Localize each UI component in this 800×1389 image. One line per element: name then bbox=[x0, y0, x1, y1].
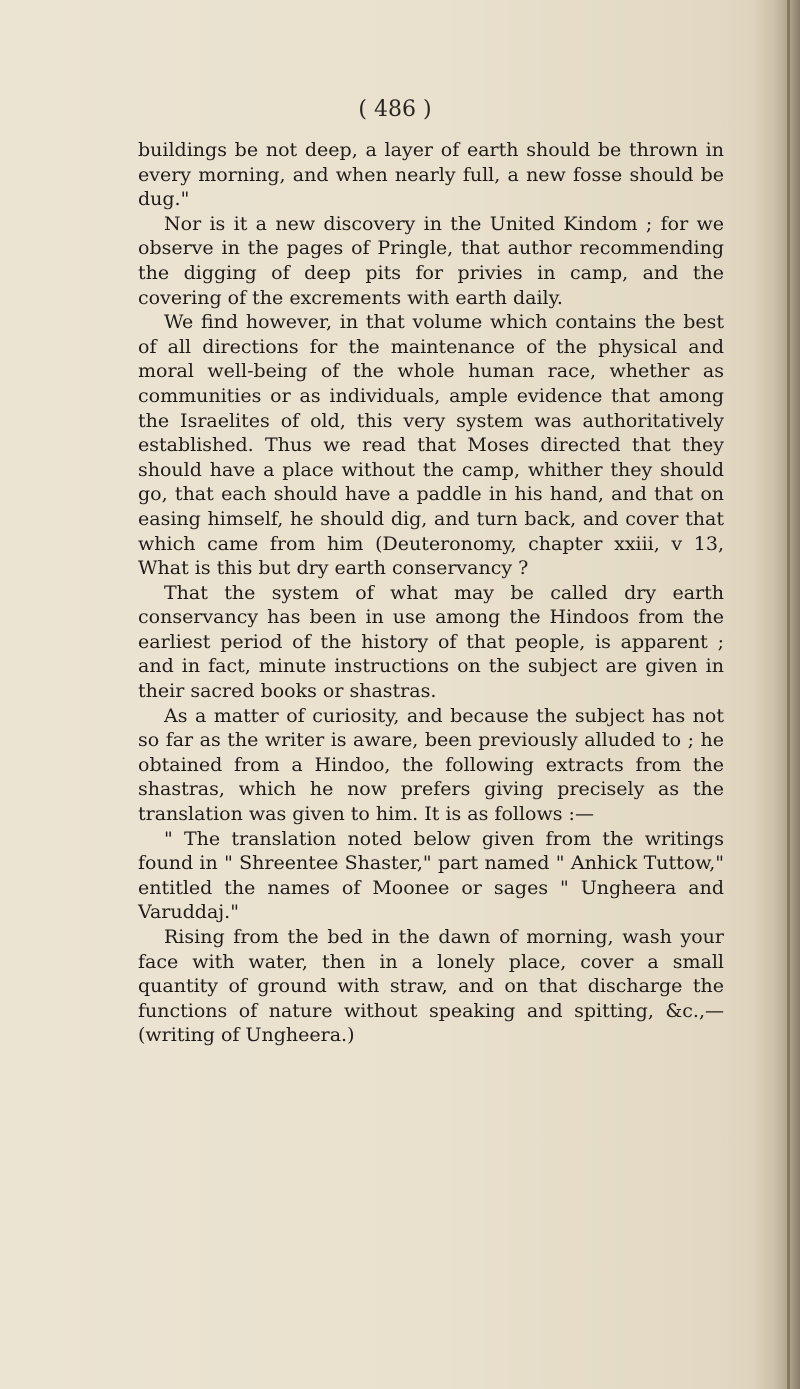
page-binding-edge bbox=[787, 0, 790, 1389]
body-text bbox=[138, 138, 724, 1048]
paragraph-hindoos: That the system of what may be called dry earth conservancy has been in use among the Hindoos from the earliest period of the history of that people, is apparent ; and in fact, minute instructions on the subject are given in their sacred books or shastras. bbox=[138, 581, 724, 703]
paragraph-translation: " The translation noted below given from the writings found in " Shreentee Shaster," part named " Anhick Tuttow," entitled the names of Moonee or sages " Ungheera and Varuddaj." bbox=[138, 827, 724, 924]
paragraph-pringle: Nor is it a new discovery in the United Kindom ; for we observe in the pages of Pringle, that author recommending the digging of deep pits for privies in camp, and the covering of the excrements with earth daily. bbox=[138, 212, 724, 309]
page-number: ( 486 ) bbox=[358, 97, 432, 122]
page-binding-shadow bbox=[752, 0, 800, 1389]
paragraph-israelites: We find however, in that volume which contains the best of all directions for the maintenance of the physical and moral well-being of the whole human race, whether as communities or as individuals, ample evidence that among the Israelites of old, this very system was authoritatively established. Thus we read that Moses directed that they should have a place without the camp, whither they should go, that each should have a paddle in his hand, and that on easing himself, he should dig, and turn back, and cover that which came from him (Deuteronomy, chapter xxiii, v 13, What is this but dry earth conservancy ? bbox=[138, 311, 724, 580]
paragraph-continuation: buildings be not deep, a layer of earth should be thrown in every morning, and when nearly full, a new fosse should be dug." bbox=[138, 139, 724, 211]
paragraph-rising: Rising from the bed in the dawn of morning, wash your face with water, then in a lonely place, cover a small quantity of ground with straw, and on that discharge the functions of nature without speaking and spitting, &c.,—(writing of Ungheera.) bbox=[138, 926, 724, 1047]
paragraph-curiosity: As a matter of curiosity, and because the subject has not so far as the writer is aware, been previously alluded to ; he obtained from a Hindoo, the following extracts from the shastras, which he now prefers giving precisely as the translation was given to him. It is as follows :— bbox=[138, 704, 724, 826]
